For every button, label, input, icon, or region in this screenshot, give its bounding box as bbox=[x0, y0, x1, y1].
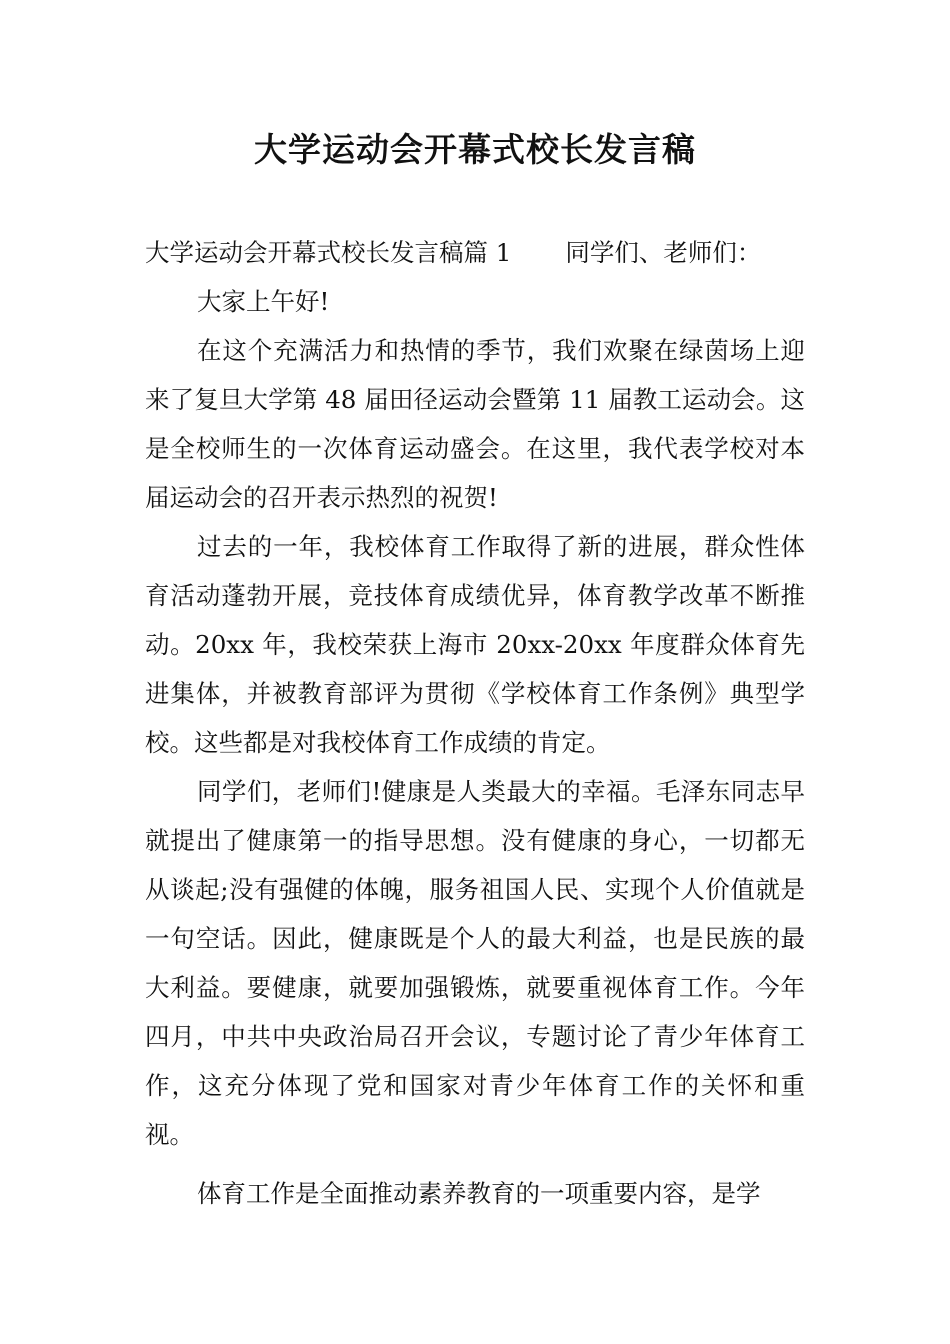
section-label: 大学运动会开幕式校长发言稿篇 1 bbox=[145, 238, 512, 267]
paragraph-achievements: 过去的一年，我校体育工作取得了新的进展，群众性体育活动蓬勃开展，竞技体育成绩优异，体育教学改革不断推动。20xx 年，我校荣获上海市 20xx-20xx 年度群众体育先进集体，并被教育部评为贯彻《学校体育工作条例》典型学校。这些都是对我校体育工作成绩的肯定。 bbox=[145, 532, 805, 757]
document-title: 大学运动会开幕式校长发言稿 bbox=[254, 130, 696, 169]
paragraph-health: 同学们，老师们!健康是人类最大的幸福。毛泽东同志早就提出了健康第一的指导思想。没有健康的身心，一切都无从谈起;没有强健的体魄，服务祖国人民、实现个人价值就是一句空话。因此，健康既是个人的最大利益，也是民族的最大利益。要健康，就要加强锻炼，就要重视体育工作。今年四月，中共中央政治局召开会议，专题讨论了青少年体育工作，这充分体现了党和国家对青少年体育工作的关怀和重视。 bbox=[145, 777, 805, 1149]
paragraph-education: 体育工作是全面推动素养教育的一项重要内容，是学 bbox=[197, 1179, 761, 1208]
salutation: 同学们、老师们： bbox=[565, 238, 762, 267]
paragraph-opening: 在这个充满活力和热情的季节，我们欢聚在绿茵场上迎来了复旦大学第 48 届田径运动会暨第 11 届教工运动会。这是全校师生的一次体育运动盛会。在这里，我代表学校对本届运动会的召开表示热烈的祝贺! bbox=[145, 336, 805, 512]
document-body bbox=[145, 228, 805, 1218]
paragraph-greeting: 大家上午好! bbox=[197, 287, 330, 316]
section-heading-line bbox=[145, 228, 805, 277]
